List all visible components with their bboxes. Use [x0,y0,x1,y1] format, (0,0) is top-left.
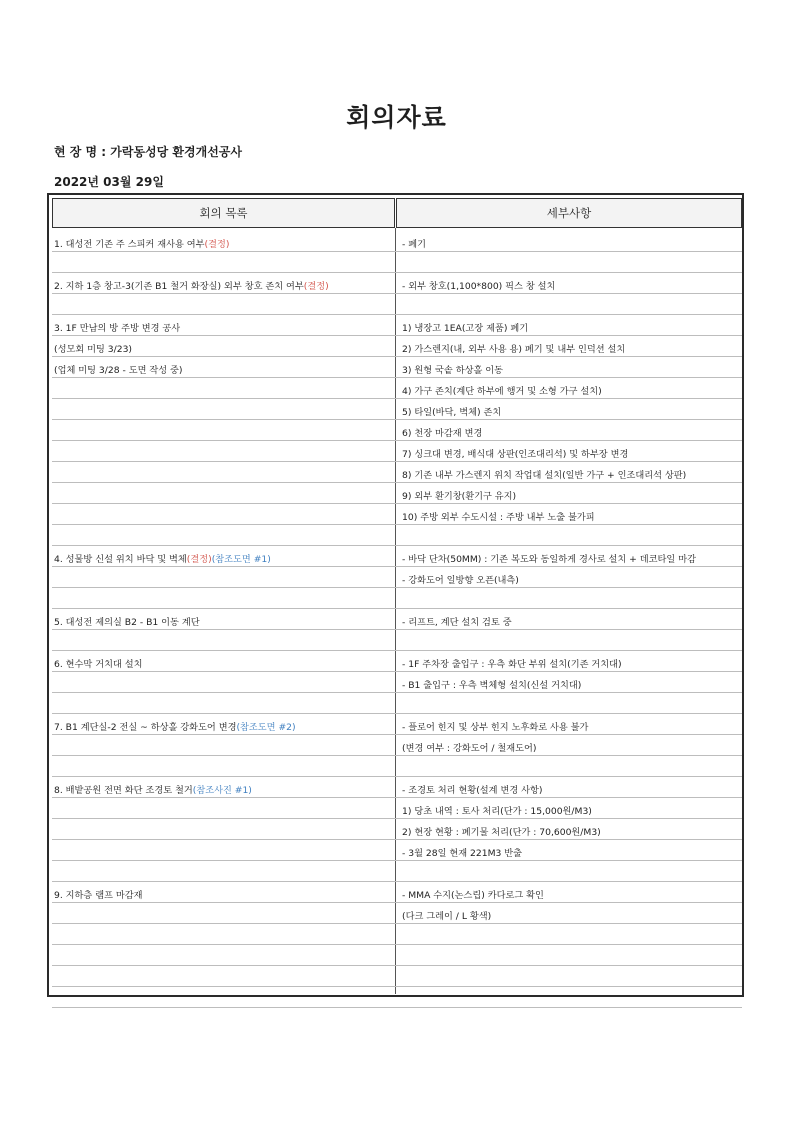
table-row [52,546,742,567]
detail-cell: - 플로어 힌지 및 상부 힌지 노후화로 사용 불가 [402,722,589,733]
agenda-cell [54,236,229,250]
agenda-cell [54,782,252,796]
detail-cell: - 조경토 처리 현황(설계 변경 사항) [402,785,543,796]
table-row [52,924,742,945]
table-row [52,777,742,798]
table-row [52,462,742,483]
agenda-text: 1. 대성전 기존 주 스피커 재사용 여부 [54,239,205,250]
detail-cell: 7) 싱크대 변경, 배식대 상판(인조대리석) 및 하부장 변경 [402,449,629,460]
agenda-tag: (참조도면 #2) [236,722,296,733]
agenda-tag: (결정) [303,281,329,292]
agenda-cell [54,551,271,565]
agenda-text: 9. 지하층 램프 마감재 [54,890,143,901]
agenda-text: 8. 배밭공원 전면 화단 조경토 철거 [54,785,193,796]
table-row [52,483,742,504]
header-agenda: 회의 목록 [52,198,395,228]
agenda-text: 4. 성물방 신설 위치 바닥 및 벽체 [54,554,187,565]
detail-cell: - 1F 주차장 출입구 : 우측 화단 부위 설치(기존 거치대) [402,659,622,670]
agenda-text: 2. 지하 1층 창고-3(기존 B1 철거 화장실) 외부 창호 존치 여부 [54,281,304,292]
table-header [52,198,742,228]
table-row [52,630,742,651]
table-row [52,231,742,252]
detail-cell: 9) 외부 환기창(환기구 유지) [402,491,517,502]
agenda-cell [54,341,132,355]
table-row [52,399,742,420]
table-row [52,252,742,273]
table-row [52,945,742,966]
table-row [52,987,742,1008]
table-row [52,735,742,756]
table-row [52,966,742,987]
detail-cell: 8) 기존 내부 가스렌지 위치 작업대 설치(일반 가구 + 인조대리석 상판) [402,470,687,481]
table-row [52,588,742,609]
agenda-cell [54,887,143,901]
detail-cell: - 외부 창호(1,100*800) 픽스 창 설치 [402,281,556,292]
agenda-cell [54,362,183,376]
page-title: 회의자료 [346,103,447,132]
detail-cell: - MMA 수지(논스립) 카다로그 확인 [402,890,544,901]
table-row [52,357,742,378]
detail-cell: 1) 당초 내역 : 토사 처리(단가 : 15,000원/M3) [402,806,592,817]
detail-cell: 10) 주방 외부 수도시설 : 주방 내부 노출 불가피 [402,512,595,523]
table-row [52,693,742,714]
agenda-text: (성모회 미팅 3/23) [54,344,133,355]
table-row [52,756,742,777]
detail-cell: 3) 원형 국솥 하상홀 이동 [402,365,503,376]
detail-cell: 2) 현장 현황 : 폐기물 처리(단가 : 70,600원/M3) [402,827,601,838]
agenda-cell [54,719,296,733]
table-row [52,441,742,462]
table-row [52,840,742,861]
agenda-text: 7. B1 계단실-2 전실 ~ 하상홀 강화도어 변경 [54,722,237,733]
table-row [52,798,742,819]
detail-cell: - B1 출입구 : 우측 벽체형 설치(신설 거치대) [402,680,582,691]
agenda-tag: (참조사진 #1) [192,785,252,796]
meeting-date: 2022년 03월 29일 [54,175,164,189]
detail-cell: (변경 여부 : 강화도어 / 철재도어) [402,743,537,754]
table-row [52,672,742,693]
table-row [52,861,742,882]
table-row [52,273,742,294]
agenda-tag: (결정) [204,239,230,250]
detail-cell: - 3월 28일 현재 221M3 반출 [402,848,523,859]
agenda-cell [54,614,200,628]
detail-cell: - 바닥 단차(50MM) : 기존 복도와 동일하게 경사로 설치 + 데코타일 마감 [402,554,696,565]
table-row [52,609,742,630]
agenda-reference-tag: (참조도면 #1) [211,554,271,565]
table-row [52,567,742,588]
table-row [52,651,742,672]
detail-cell: - 폐기 [402,239,426,250]
detail-cell: (다크 그레이 / L 황색) [402,911,492,922]
table-row [52,504,742,525]
table-row [52,525,742,546]
header-details: 세부사항 [396,198,742,228]
detail-cell: 2) 가스렌지(내, 외부 사용 용) 폐기 및 내부 인덕션 설치 [402,344,626,355]
agenda-cell [54,656,143,670]
site-name: 현 장 명 : 가락동성당 환경개선공사 [54,145,242,159]
agenda-text: 5. 대성전 제의실 B2 - B1 이동 계단 [54,617,200,628]
table-row [52,714,742,735]
agenda-text: (업체 미팅 3/28 - 도면 작성 중) [54,365,183,376]
detail-cell: 5) 타일(바닥, 벽체) 존치 [402,407,502,418]
agenda-text: 6. 현수막 거치대 설치 [54,659,143,670]
detail-cell: 4) 가구 존치(계단 하부에 행거 및 소형 가구 설치) [402,386,602,397]
table-row [52,336,742,357]
table-row [52,903,742,924]
table-row [52,378,742,399]
agenda-cell [54,320,180,334]
table-row [52,315,742,336]
table-row [52,819,742,840]
detail-cell: - 강화도어 일방향 오픈(내측) [402,575,519,586]
detail-cell: 6) 천장 마감재 변경 [402,428,483,439]
detail-cell: 1) 냉장고 1EA(고장 제품) 폐기 [402,323,529,334]
table-row [52,882,742,903]
table-row [52,294,742,315]
detail-cell: - 리프트, 계단 설치 검토 중 [402,617,512,628]
agenda-cell [54,278,329,292]
agenda-text: 3. 1F 만남의 방 주방 변경 공사 [54,323,181,334]
table-row [52,420,742,441]
agenda-tag: (결정) [186,554,212,565]
